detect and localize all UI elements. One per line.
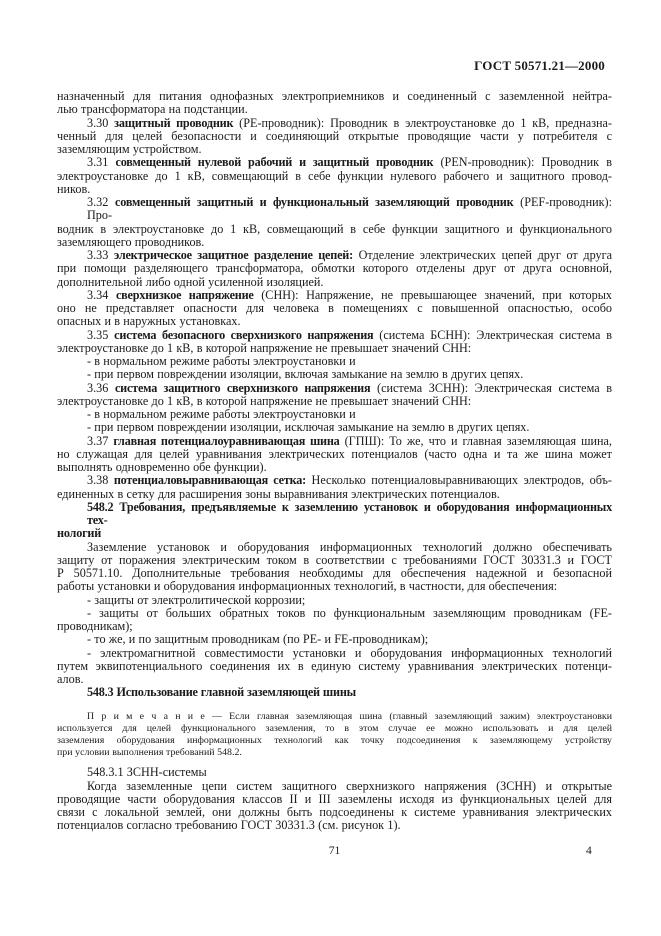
body-text: назначенный для питания однофазных электроприемников и соединенный с заземленной нейтра- <box>57 90 612 103</box>
text-line <box>57 408 612 421</box>
body-text: при помощи разделяющего трансформатора, обмотки которого отделены друг от друга основной, <box>57 261 612 276</box>
text-line <box>57 567 612 580</box>
body-text: алов. <box>57 672 84 686</box>
text-line <box>57 766 612 779</box>
body-text: электроустановке до 1 кВ, совмещающий в себе функции нулевого рабочего и защитного провод- <box>57 168 612 183</box>
text-line <box>57 196 612 223</box>
text-line <box>57 262 612 275</box>
term-bold-text: система безопасного сверхнизкого напряжения <box>114 327 374 342</box>
body-text: но служащая для целей уравнивания электрических потенциалов (часто одна и та же шина может <box>57 446 612 461</box>
body-text: заземляющего проводников. <box>57 234 205 249</box>
body-text: единенных в сетку для расширения зоны выравнивания электрических потенциалов. <box>57 486 500 501</box>
body-text: проводящие части оборудования классов II и III заземлены исходя из функциональных целей для <box>57 791 612 806</box>
text-line <box>57 723 612 735</box>
term-bold-text: потенциаловыравнивающая сетка: <box>113 473 307 488</box>
text-line <box>57 368 612 381</box>
body-text: - в нормальном режиме работы электроустановки и <box>87 354 356 368</box>
text-line <box>57 143 612 156</box>
body-text: электроустановке до 1 кВ, в которой напряжение не превышает значений СНН: <box>57 393 472 408</box>
body-text: потенциалов согласно требованию ГОСТ 30331.3 (см. рисунок 1). <box>57 818 401 833</box>
text-line <box>57 527 612 540</box>
body-text: 548.3.1 ЗСНН-системы <box>87 765 207 780</box>
body-text: (PEF-проводник): Про- <box>87 195 612 223</box>
body-text: заземления оборудования информационных технологий как точку подсоединения к заземляющему устройству <box>57 734 612 746</box>
body-text: - защиты от больших обратных токов по функциональным заземляющим проводникам (FE- <box>87 605 612 620</box>
body-text: Несколько потенциаловыравнивающих электродов, объ- <box>306 473 612 488</box>
body-text: 3.34 <box>87 287 116 302</box>
body-text: опасных и в наружных установках. <box>57 314 241 329</box>
body-text: П р и м е ч а н и е — Если главная заземляющая шина (главный заземляющий зажим) электроустановки <box>87 710 612 722</box>
body-text: проводникам); <box>57 619 133 633</box>
text-line <box>57 223 612 236</box>
text-line <box>57 554 612 567</box>
body-text: (система БСНН): Электрическая система в <box>373 327 612 342</box>
text-line <box>57 421 612 434</box>
body-text: - при первом повреждении изоляции, включая замыкание на землю в других цепях. <box>87 367 524 382</box>
text-line <box>57 435 612 448</box>
text-line <box>57 315 612 328</box>
text-line <box>57 607 612 620</box>
body-text: - при первом повреждении изоляции, исключая замыкание на землю в других цепях. <box>87 420 530 435</box>
body-text: 3.31 <box>87 155 116 170</box>
page-header <box>57 58 605 74</box>
body-text: ников. <box>57 181 91 196</box>
term-bold-text: главная потенциалоуравнивающая шина <box>113 433 340 448</box>
body-text: выполнять одновременно обе функции). <box>57 460 267 474</box>
page-number-center: 71 <box>328 844 341 857</box>
text-line <box>57 130 612 143</box>
text-line <box>57 806 612 819</box>
text-line <box>57 461 612 474</box>
text-line <box>57 170 612 183</box>
text-line <box>57 747 612 759</box>
text-line <box>57 448 612 461</box>
text-line <box>57 249 612 262</box>
text-line <box>57 793 612 806</box>
text-line <box>57 488 612 501</box>
text-line <box>57 329 612 342</box>
text-line <box>57 541 612 554</box>
document-number: ГОСТ 50571.21—2000 <box>474 58 605 73</box>
body-text: Заземление установок и оборудования информационных технологий должно обеспечивать <box>87 539 612 554</box>
term-bold-text: сверхнизкое напряжение <box>115 287 254 302</box>
body-text: 548.2 Требования, предъявляемые к заземлению установок и оборудования информационных тех- <box>87 499 612 527</box>
text-line <box>57 236 612 249</box>
body-text: Р 50571.10. Дополнительные требования необходимы для обеспечения надежной и безопасной <box>57 566 612 580</box>
text-line <box>57 647 612 660</box>
body-text: - то же, и по защитным проводникам (по PE- и FE-проводникам); <box>87 632 429 647</box>
text-line <box>57 276 612 289</box>
body-text: нологий <box>57 526 102 541</box>
text-line <box>57 580 612 593</box>
body-text: ченный для целей безопасности и соединяющий открытые проводящие части у потребителя с <box>57 128 612 143</box>
text-line <box>57 183 612 196</box>
body-text: связи с локальной землей, они должны быть подсоединены к системе уравнивания электрических <box>57 805 612 820</box>
body-text: работы установки и оборудования информационных технологий, в частности, для обеспечения: <box>57 579 558 594</box>
text-line <box>57 633 612 646</box>
text-line <box>57 342 612 355</box>
body-text: заземляющим устройством. <box>57 142 202 156</box>
text-line <box>57 594 612 607</box>
body-text: Когда заземленные цепи систем защитного сверхнизкого напряжения (ЗСНН) и открытые <box>87 778 612 793</box>
text-line <box>57 474 612 487</box>
body-text: 3.35 <box>87 327 115 342</box>
text-line <box>57 117 612 130</box>
body-text: водник в электроустановке до 1 кВ, совмещающий в себе функции защитного и функционального <box>57 221 612 236</box>
body-text: 548.3 Использование главной заземляющей шины <box>87 685 356 700</box>
text-line <box>57 735 612 747</box>
body-text: (СНН): Напряжение, не превышающее значений, при которых <box>253 287 612 302</box>
body-text: (PEN-проводник): Проводник в <box>433 155 612 170</box>
page-footer <box>57 844 612 857</box>
document-body <box>57 90 612 842</box>
term-bold-text: электрическое защитное разделение цепей: <box>113 248 353 262</box>
body-text: (ГПШ): То же, что и главная заземляющая шина, <box>339 433 612 448</box>
text-line <box>57 673 612 686</box>
body-text: Отделение электрических цепей друг от друга <box>352 248 612 262</box>
term-bold-text: защитный проводник <box>114 115 234 130</box>
body-text: - защиты от электролитической коррозии; <box>87 592 306 607</box>
body-text: 3.37 <box>87 433 114 448</box>
text-line <box>57 302 612 315</box>
text-line <box>57 90 612 103</box>
text-line <box>57 103 612 116</box>
body-text: лью трансформатора на подстанции. <box>57 102 248 117</box>
text-line <box>57 686 612 699</box>
term-bold-text: система защитного сверхнизкого напряжения <box>114 380 371 395</box>
body-text: оно не представляет опасности для человека в помещениях с повышенной опасностью, особо <box>57 301 612 315</box>
body-text: 3.33 <box>87 248 114 262</box>
body-text: путем эквипотенциального соединения их в единую систему уравнивания электрических потенци- <box>57 658 612 673</box>
body-text: (PE-проводник): Проводник в электроустановке до 1 кВ, предназна- <box>233 115 612 130</box>
text-line <box>57 382 612 395</box>
text-line <box>57 780 612 793</box>
text-line <box>57 395 612 408</box>
body-text: используется для целей функционального заземления, то в этом случае ее можно использовать и для целей <box>57 722 612 734</box>
text-line <box>57 819 612 832</box>
text-line <box>57 711 612 723</box>
body-text: электроустановке до 1 кВ, в которой напряжение не превышает значений СНН: <box>57 340 472 355</box>
body-text: 3.30 <box>87 115 115 130</box>
body-text: - в нормальном режиме работы электроустановки и <box>87 407 356 421</box>
text-line <box>57 501 612 528</box>
body-text: дополнительной либо одной усиленной изоляцией. <box>57 274 324 289</box>
text-line <box>57 355 612 368</box>
text-line <box>57 660 612 673</box>
body-text: (система ЗСНН): Электрическая система в <box>370 380 612 395</box>
body-text: 3.36 <box>87 380 115 395</box>
body-text: 3.38 <box>87 473 114 488</box>
text-line <box>57 620 612 633</box>
body-text: - электромагнитной совместимости установки и оборудования информационных технологий <box>87 645 612 660</box>
term-bold-text: совмещенный защитный и функциональный заземляющий проводник <box>115 195 514 209</box>
page-number-right: 4 <box>586 844 592 857</box>
body-text: при условии выполнения требований 548.2. <box>57 747 242 759</box>
term-bold-text: совмещенный нулевой рабочий и защитный проводник <box>115 155 434 170</box>
text-line <box>57 156 612 169</box>
text-line <box>57 289 612 302</box>
body-text: защиту от поражения электрическим током в соответствии с требованиями ГОСТ 30331.3 и ГОСТ <box>57 552 612 567</box>
body-text: 3.32 <box>87 195 116 209</box>
